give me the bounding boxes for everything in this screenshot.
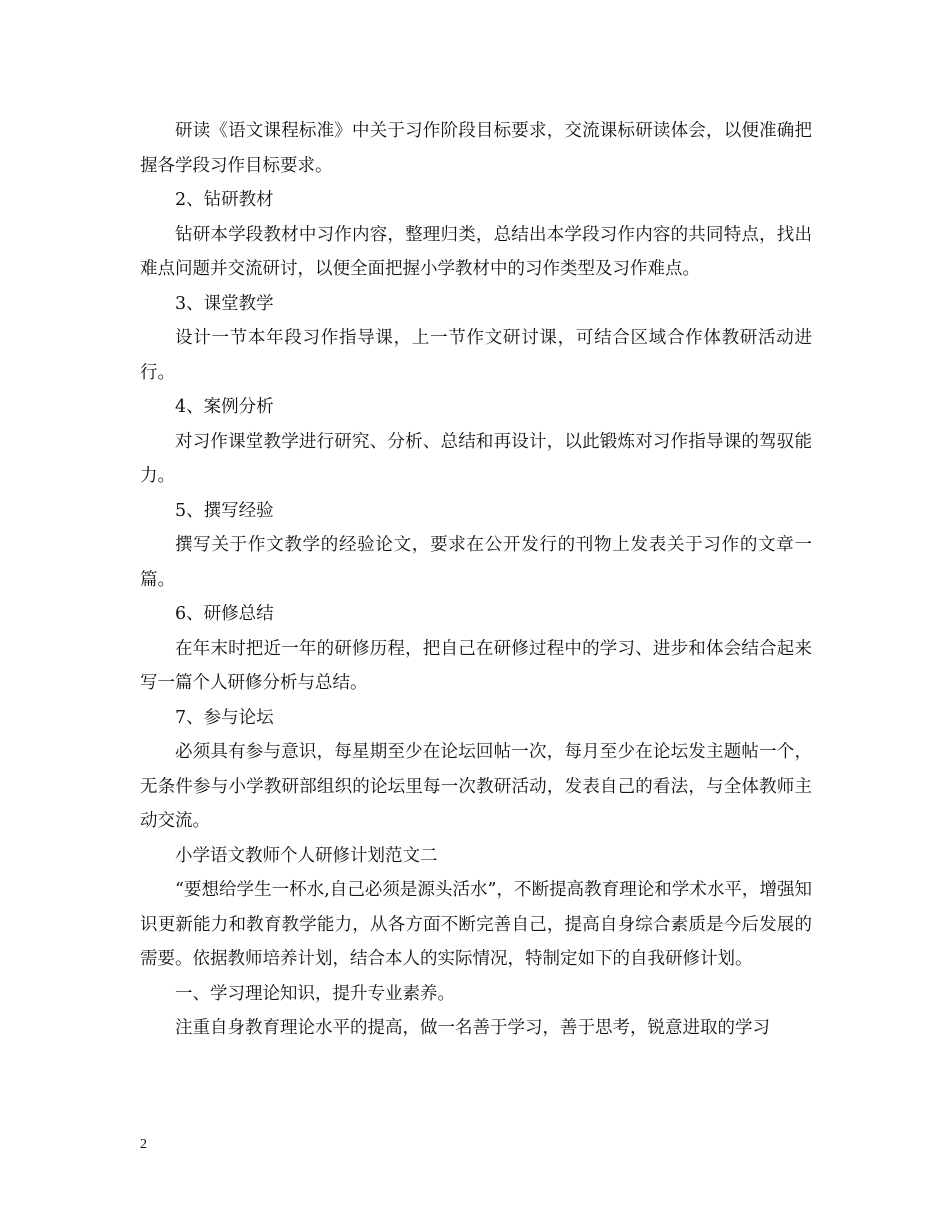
article-title: 小学语文教师个人研修计划范文二: [175, 845, 438, 866]
paragraph: 对习作课堂教学进行研究、分析、总结和再设计，以此锻炼对习作指导课的驾驭能力。: [140, 431, 812, 486]
section-heading: 2、钻研教材: [175, 190, 274, 210]
paragraph: 钻研本学段教材中习作内容，整理归类，总结出本学段习作内容的共同特点，找出难点问题并交流研讨，以便全面把握小学教材中的习作类型及习作难点。: [140, 224, 812, 279]
section-heading: 4、案例分析: [175, 397, 274, 417]
paragraph: 研读《语文课程标准》中关于习作阶段目标要求，交流课标研读体会，以便准确把握各学段习作目标要求。: [140, 121, 812, 176]
section-heading: 3、课堂教学: [175, 293, 274, 314]
paragraph: “要想给学生一杯水,自己必须是源头活水”，不断提高教育理论和学术水平，增强知识更新能力和教育教学能力，从各方面不断完善自己，提高自身综合素质是今后发展的需要。依据教师培养计划，结合本人的实际情况，特制定如下的自我研修计划。: [140, 880, 812, 969]
section-heading: 7、参与论坛: [175, 707, 274, 728]
section-heading: 一、学习理论知识，提升专业素养。: [175, 983, 455, 1004]
paragraph: 在年末时把近一年的研修历程，把自己在研修过程中的学习、进步和体会结合起来写一篇个人研修分析与总结。: [140, 638, 812, 693]
paragraph: 必须具有参与意识，每星期至少在论坛回帖一次，每月至少在论坛发主题帖一个，无条件参与小学教研部组织的论坛里每一次教研活动，发表自己的看法，与全体教师主动交流。: [140, 742, 812, 831]
section-heading: 6、研修总结: [175, 604, 274, 624]
page-number: 2: [140, 1137, 147, 1152]
document-body: [140, 114, 812, 1046]
section-heading: 5、撰写经验: [175, 500, 274, 521]
paragraph: 设计一节本年段习作指导课，上一节作文研讨课，可结合区域合作体教研活动进行。: [140, 328, 812, 383]
paragraph: 注重自身教育理论水平的提高，做一名善于学习，善于思考，锐意进取的学习: [175, 1018, 770, 1038]
paragraph: 撰写关于作文教学的经验论文，要求在公开发行的刊物上发表关于习作的文章一篇。: [140, 535, 812, 590]
